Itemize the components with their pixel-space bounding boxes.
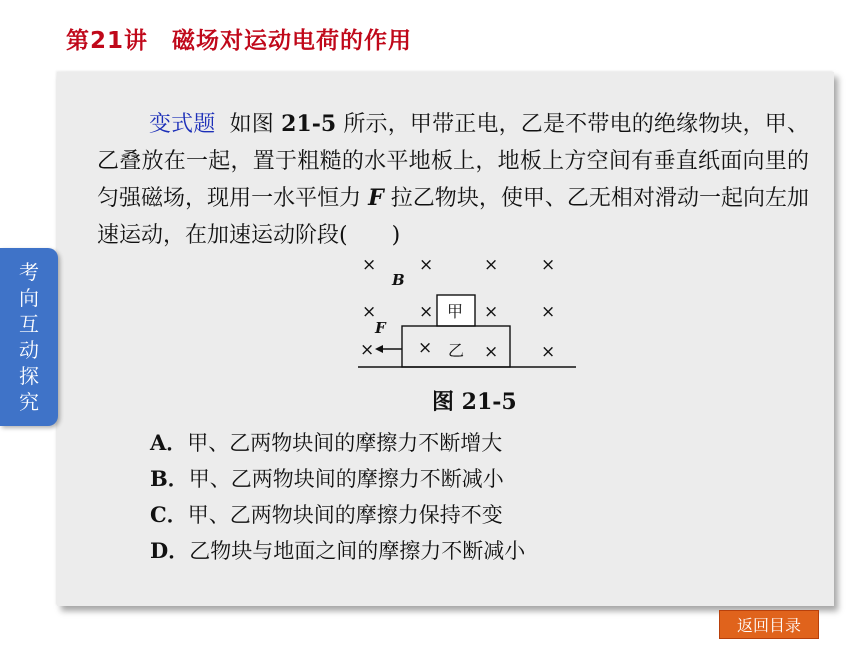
question-text-part: 拉乙物块，使甲、乙无相对滑动一起向左加速运动，在加速运动阶段( ) xyxy=(97,186,809,248)
side-tab-char: 向 xyxy=(19,286,39,310)
side-tab-char: 究 xyxy=(19,390,39,414)
field-cross: × xyxy=(484,302,499,322)
side-tab-char: 互 xyxy=(19,312,39,336)
field-cross: × xyxy=(541,342,556,362)
figure-caption: 图 21-5 xyxy=(432,389,517,415)
side-tab-char: 探 xyxy=(19,364,39,388)
back-to-contents-button[interactable]: 返回目录 xyxy=(719,610,819,639)
option-d[interactable] xyxy=(150,533,525,569)
block-yi-label: 乙 xyxy=(448,341,465,360)
field-cross: × xyxy=(362,302,377,322)
field-cross: × xyxy=(541,302,556,322)
page-title: 第21讲 磁场对运动电荷的作用 xyxy=(66,28,413,54)
field-cross: × xyxy=(484,342,499,362)
figure-diagram xyxy=(358,250,578,375)
answer-options xyxy=(150,425,525,569)
side-tab-char: 动 xyxy=(19,338,39,362)
figure-reference: 21-5 xyxy=(281,111,337,137)
question-text xyxy=(97,106,809,254)
block-jia-label: 甲 xyxy=(447,302,464,321)
option-text: 甲、乙两物块间的摩擦力不断减小 xyxy=(188,467,504,491)
field-cross: × xyxy=(484,255,499,275)
field-cross: × xyxy=(360,340,375,360)
question-text-part: 所示，甲带正电，乙是不带电的绝缘物块，甲、乙叠放在一起，置于粗糙的水平地板上，地板上方空间有垂直纸面向里的匀强磁场，现用一水平恒力 xyxy=(97,112,809,211)
side-tab-section[interactable] xyxy=(0,248,58,426)
option-a[interactable] xyxy=(150,425,525,461)
question-text-part: 如图 xyxy=(229,112,282,137)
question-label: 变式题 xyxy=(149,112,216,137)
option-letter: C． xyxy=(150,502,188,527)
option-letter: D． xyxy=(150,538,190,563)
magnetic-field-label: B xyxy=(392,271,405,289)
option-letter: B． xyxy=(150,466,189,491)
field-cross: × xyxy=(419,255,434,275)
field-cross: × xyxy=(362,255,377,275)
option-text: 甲、乙两物块间的摩擦力保持不变 xyxy=(187,503,503,527)
field-cross: × xyxy=(419,302,434,322)
option-c[interactable] xyxy=(150,497,525,533)
field-cross: × xyxy=(418,338,433,358)
field-cross: × xyxy=(541,255,556,275)
option-text: 甲、乙两物块间的摩擦力不断增大 xyxy=(187,431,503,455)
option-letter: A． xyxy=(150,430,188,455)
option-b[interactable] xyxy=(150,461,525,497)
force-label: F xyxy=(375,319,386,337)
force-symbol: F xyxy=(368,185,384,211)
force-arrowhead xyxy=(375,345,383,353)
side-tab-char: 考 xyxy=(19,260,39,284)
option-text: 乙物块与地面之间的摩擦力不断减小 xyxy=(189,539,526,563)
